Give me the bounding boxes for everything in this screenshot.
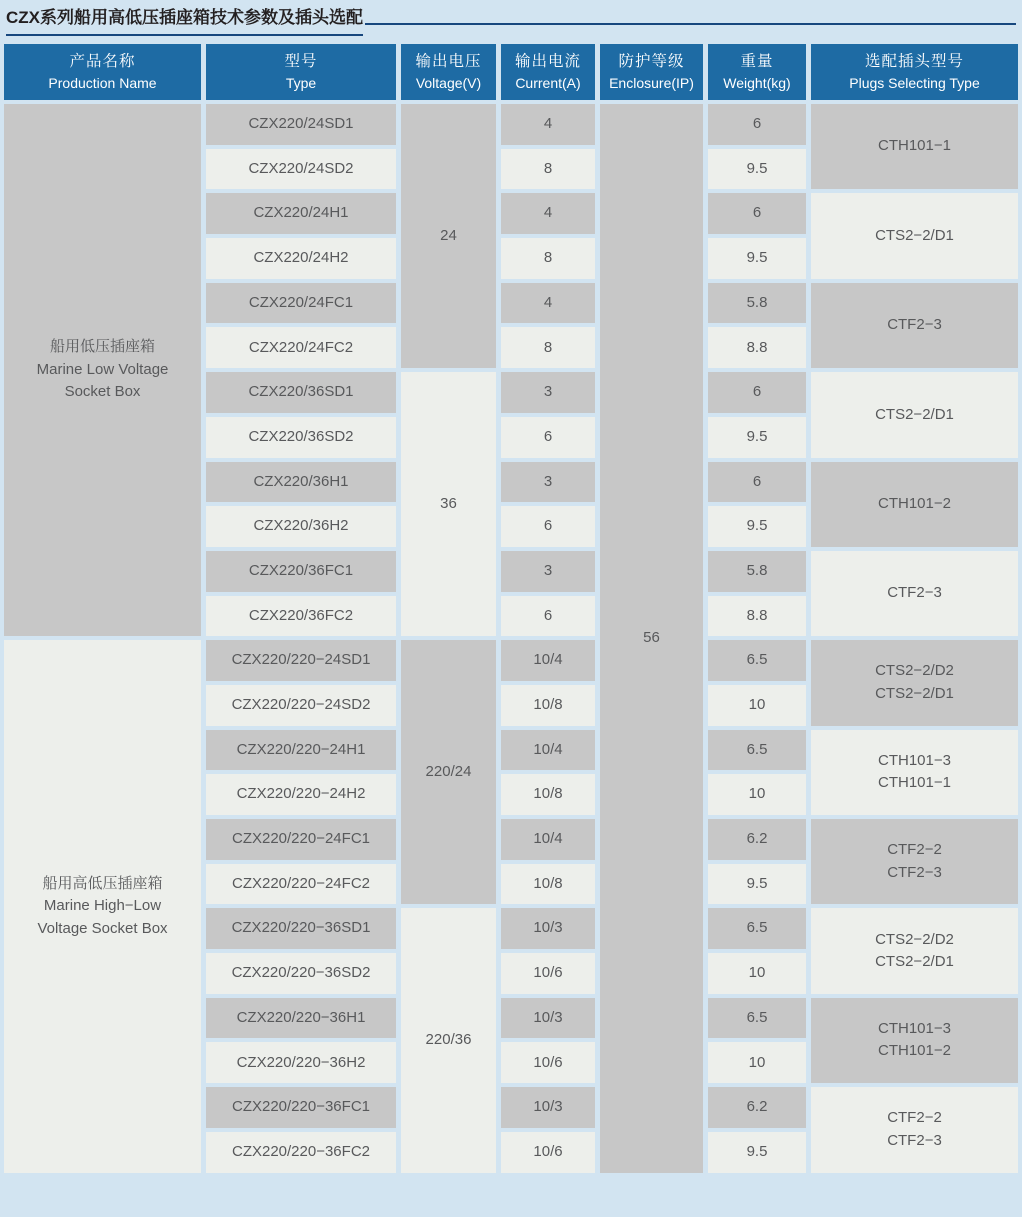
weight-cell-text: 10 xyxy=(748,696,766,714)
type-cell xyxy=(206,640,396,681)
current-cell xyxy=(501,149,595,190)
current-cell xyxy=(501,417,595,458)
plug-cell-text: CTS2−2/D1 xyxy=(875,405,954,423)
weight-cell xyxy=(708,998,806,1039)
plug-cell xyxy=(811,730,1018,815)
type-cell xyxy=(206,238,396,279)
header-current-text: 输出电流 xyxy=(514,52,581,70)
weight-cell-text: 6.5 xyxy=(746,740,768,758)
type-cell-text: CZX220/36FC2 xyxy=(248,606,354,624)
weight-cell-text: 10 xyxy=(748,1053,766,1071)
current-cell xyxy=(501,506,595,547)
plug-cell xyxy=(811,819,1018,904)
type-cell-text: CZX220/36H2 xyxy=(253,517,349,535)
voltage-cell-text: 220/36 xyxy=(425,1031,472,1049)
current-cell xyxy=(501,193,595,234)
type-cell xyxy=(206,819,396,860)
plug-cell xyxy=(811,908,1018,993)
current-cell-text: 10/6 xyxy=(533,1053,563,1071)
type-cell xyxy=(206,908,396,949)
product-cell-text: Marine Low Voltage xyxy=(36,360,169,378)
weight-cell xyxy=(708,506,806,547)
weight-cell xyxy=(708,417,806,458)
enclosure-cell xyxy=(600,104,703,1173)
type-cell-text: CZX220/220−36FC2 xyxy=(231,1142,370,1160)
plug-cell-text: CTS2−2/D1 xyxy=(875,226,954,244)
header-weight-text: 重量 xyxy=(740,52,774,70)
current-cell-text: 10/4 xyxy=(533,740,563,758)
weight-cell-text: 6 xyxy=(752,472,762,490)
weight-cell xyxy=(708,596,806,637)
product-cell xyxy=(4,640,201,1172)
header-enclosure-text: 防护等级 xyxy=(618,52,685,70)
weight-cell-text: 8.8 xyxy=(746,606,768,624)
type-cell xyxy=(206,1042,396,1083)
header-production-name-text: Production Name xyxy=(48,75,157,92)
weight-cell xyxy=(708,774,806,815)
weight-cell xyxy=(708,193,806,234)
type-cell-text: CZX220/36H1 xyxy=(253,472,349,490)
page-title: CZX系列船用高低压插座箱技术参数及插头选配 xyxy=(6,3,363,36)
current-cell-text: 10/3 xyxy=(533,1098,563,1116)
current-cell xyxy=(501,283,595,324)
current-cell-text: 10/4 xyxy=(533,651,563,669)
weight-cell xyxy=(708,1042,806,1083)
header-weight-text: Weight(kg) xyxy=(723,75,791,92)
type-cell xyxy=(206,774,396,815)
weight-cell-text: 6 xyxy=(752,204,762,222)
current-cell-text: 10/3 xyxy=(533,919,563,937)
weight-cell-text: 9.5 xyxy=(746,159,768,177)
weight-cell-text: 6.5 xyxy=(746,919,768,937)
weight-cell xyxy=(708,283,806,324)
product-cell-text: Marine High−Low xyxy=(43,897,162,915)
weight-cell xyxy=(708,372,806,413)
current-cell-text: 10/6 xyxy=(533,964,563,982)
type-cell-text: CZX220/220−24SD2 xyxy=(231,696,371,714)
product-cell-text: 船用低压插座箱 xyxy=(49,338,155,356)
type-cell-text: CZX220/36SD2 xyxy=(248,427,354,445)
type-cell xyxy=(206,1087,396,1128)
current-cell xyxy=(501,998,595,1039)
type-cell-text: CZX220/36FC1 xyxy=(248,561,354,579)
type-cell xyxy=(206,864,396,905)
type-cell xyxy=(206,283,396,324)
type-cell-text: CZX220/220−24FC1 xyxy=(231,830,370,848)
plug-cell-text: CTS2−2/D2 xyxy=(875,930,954,948)
weight-cell xyxy=(708,238,806,279)
current-cell xyxy=(501,596,595,637)
plug-cell-text: CTH101−1 xyxy=(878,137,951,155)
weight-cell xyxy=(708,730,806,771)
plug-cell xyxy=(811,998,1018,1083)
header-production-name xyxy=(4,44,201,100)
product-cell-text: Voltage Socket Box xyxy=(37,919,168,937)
current-cell xyxy=(501,1132,595,1173)
current-cell xyxy=(501,953,595,994)
plug-cell xyxy=(811,104,1018,189)
weight-cell-text: 6.5 xyxy=(746,1008,768,1026)
plug-cell-text: CTH101−3 xyxy=(878,1019,951,1037)
type-cell-text: CZX220/24FC2 xyxy=(248,338,354,356)
weight-cell-text: 9.5 xyxy=(746,249,768,267)
type-cell xyxy=(206,685,396,726)
type-cell xyxy=(206,372,396,413)
current-cell-text: 8 xyxy=(543,338,553,356)
header-production-name-text: 产品名称 xyxy=(69,52,136,70)
weight-cell xyxy=(708,149,806,190)
plug-cell-text: CTH101−2 xyxy=(878,494,951,512)
current-cell-text: 6 xyxy=(543,517,553,535)
current-cell-text: 4 xyxy=(543,204,553,222)
voltage-cell-text: 220/24 xyxy=(425,763,472,781)
product-cell xyxy=(4,104,201,636)
weight-cell-text: 5.8 xyxy=(746,293,768,311)
type-cell-text: CZX220/220−24H2 xyxy=(236,785,366,803)
weight-cell xyxy=(708,104,806,145)
type-cell xyxy=(206,998,396,1039)
type-cell-text: CZX220/24SD1 xyxy=(248,115,354,133)
plug-cell xyxy=(811,640,1018,725)
current-cell-text: 3 xyxy=(543,561,553,579)
current-cell xyxy=(501,238,595,279)
current-cell-text: 8 xyxy=(543,249,553,267)
weight-cell xyxy=(708,1087,806,1128)
plug-cell-text: CTF2−3 xyxy=(887,1131,942,1149)
current-cell-text: 6 xyxy=(543,606,553,624)
current-cell-text: 6 xyxy=(543,427,553,445)
voltage-cell-text: 36 xyxy=(440,494,457,512)
plug-cell xyxy=(811,372,1018,457)
plug-cell-text: CTF2−2 xyxy=(887,1109,942,1127)
weight-cell xyxy=(708,1132,806,1173)
plug-cell-text: CTH101−2 xyxy=(878,1042,951,1060)
header-type-text: Type xyxy=(285,75,317,92)
plug-cell-text: CTS2−2/D2 xyxy=(875,662,954,680)
header-voltage-text: 输出电压 xyxy=(415,52,482,70)
plug-cell-text: CTF2−3 xyxy=(887,863,942,881)
header-type-text: 型号 xyxy=(284,52,318,70)
current-cell xyxy=(501,462,595,503)
plug-cell-text: CTH101−3 xyxy=(878,751,951,769)
weight-cell-text: 9.5 xyxy=(746,517,768,535)
weight-cell-text: 10 xyxy=(748,785,766,803)
header-enclosure-text: Enclosure(IP) xyxy=(609,75,694,92)
header-enclosure xyxy=(600,44,703,100)
type-cell xyxy=(206,193,396,234)
weight-cell xyxy=(708,551,806,592)
type-cell-text: CZX220/220−36H1 xyxy=(236,1008,366,1026)
weight-cell-text: 5.8 xyxy=(746,561,768,579)
current-cell-text: 3 xyxy=(543,472,553,490)
type-cell-text: CZX220/220−36SD1 xyxy=(231,919,371,937)
type-cell-text: CZX220/24FC1 xyxy=(248,293,354,311)
type-cell xyxy=(206,730,396,771)
current-cell-text: 4 xyxy=(543,293,553,311)
weight-cell xyxy=(708,953,806,994)
header-current-text: Current(A) xyxy=(515,75,581,92)
weight-cell-text: 6.5 xyxy=(746,651,768,669)
header-type xyxy=(206,44,396,100)
spec-table xyxy=(4,44,1018,1173)
current-cell xyxy=(501,730,595,771)
current-cell-text: 10/8 xyxy=(533,785,563,803)
current-cell-text: 8 xyxy=(543,159,553,177)
current-cell xyxy=(501,774,595,815)
type-cell-text: CZX220/220−24SD1 xyxy=(231,651,371,669)
type-cell-text: CZX220/220−36FC1 xyxy=(231,1098,370,1116)
weight-cell-text: 6.2 xyxy=(746,830,768,848)
current-cell xyxy=(501,551,595,592)
current-cell xyxy=(501,908,595,949)
plug-cell-text: CTF2−3 xyxy=(887,584,942,602)
type-cell xyxy=(206,1132,396,1173)
weight-cell-text: 6 xyxy=(752,383,762,401)
weight-cell xyxy=(708,685,806,726)
plug-cell xyxy=(811,193,1018,278)
weight-cell xyxy=(708,908,806,949)
weight-cell xyxy=(708,640,806,681)
header-current xyxy=(501,44,595,100)
plug-cell xyxy=(811,551,1018,636)
current-cell-text: 10/3 xyxy=(533,1008,563,1026)
type-cell xyxy=(206,506,396,547)
plug-cell xyxy=(811,462,1018,547)
header-voltage-text: Voltage(V) xyxy=(415,75,482,92)
type-cell xyxy=(206,327,396,368)
voltage-cell xyxy=(401,908,496,1172)
plug-cell-text: CTF2−2 xyxy=(887,841,942,859)
type-cell-text: CZX220/220−24H1 xyxy=(236,740,366,758)
voltage-cell-text: 24 xyxy=(440,226,457,244)
plug-cell xyxy=(811,283,1018,368)
type-cell-text: CZX220/24SD2 xyxy=(248,159,354,177)
weight-cell-text: 6.2 xyxy=(746,1098,768,1116)
current-cell xyxy=(501,640,595,681)
plug-cell-text: CTF2−3 xyxy=(887,316,942,334)
product-cell-text: Socket Box xyxy=(64,383,141,401)
type-cell-text: CZX220/220−36SD2 xyxy=(231,964,371,982)
weight-cell xyxy=(708,327,806,368)
type-cell xyxy=(206,462,396,503)
type-cell-text: CZX220/36SD1 xyxy=(248,383,354,401)
current-cell xyxy=(501,819,595,860)
current-cell-text: 3 xyxy=(543,383,553,401)
weight-cell-text: 9.5 xyxy=(746,427,768,445)
weight-cell-text: 6 xyxy=(752,115,762,133)
header-voltage xyxy=(401,44,496,100)
type-cell xyxy=(206,953,396,994)
plug-cell xyxy=(811,1087,1018,1172)
plug-cell-text: CTS2−2/D1 xyxy=(875,953,954,971)
current-cell xyxy=(501,372,595,413)
header-plugs-text: 选配插头型号 xyxy=(864,52,964,70)
type-cell xyxy=(206,551,396,592)
plug-cell-text: CTH101−1 xyxy=(878,774,951,792)
weight-cell xyxy=(708,462,806,503)
type-cell xyxy=(206,149,396,190)
type-cell-text: CZX220/220−24FC2 xyxy=(231,874,370,892)
type-cell-text: CZX220/220−36H2 xyxy=(236,1053,366,1071)
current-cell xyxy=(501,327,595,368)
voltage-cell xyxy=(401,104,496,368)
type-cell xyxy=(206,596,396,637)
current-cell-text: 10/4 xyxy=(533,830,563,848)
product-cell-text: 船用高低压插座箱 xyxy=(42,874,163,892)
type-cell-text: CZX220/24H2 xyxy=(253,249,349,267)
header-weight xyxy=(708,44,806,100)
weight-cell-text: 9.5 xyxy=(746,1142,768,1160)
current-cell xyxy=(501,104,595,145)
header-plugs xyxy=(811,44,1018,100)
type-cell xyxy=(206,417,396,458)
title-bar xyxy=(4,0,1018,44)
weight-cell xyxy=(708,864,806,905)
voltage-cell xyxy=(401,372,496,636)
title-rule xyxy=(365,23,1016,25)
type-cell xyxy=(206,104,396,145)
current-cell-text: 10/8 xyxy=(533,874,563,892)
current-cell-text: 10/8 xyxy=(533,696,563,714)
weight-cell xyxy=(708,819,806,860)
current-cell xyxy=(501,685,595,726)
weight-cell-text: 9.5 xyxy=(746,874,768,892)
voltage-cell xyxy=(401,640,496,904)
current-cell xyxy=(501,1042,595,1083)
weight-cell-text: 8.8 xyxy=(746,338,768,356)
current-cell xyxy=(501,864,595,905)
current-cell-text: 10/6 xyxy=(533,1142,563,1160)
header-plugs-text: Plugs Selecting Type xyxy=(849,75,980,92)
plug-cell-text: CTS2−2/D1 xyxy=(875,684,954,702)
weight-cell-text: 10 xyxy=(748,964,766,982)
enclosure-cell-text: 56 xyxy=(643,629,660,646)
current-cell-text: 4 xyxy=(543,115,553,133)
type-cell-text: CZX220/24H1 xyxy=(253,204,349,222)
current-cell xyxy=(501,1087,595,1128)
